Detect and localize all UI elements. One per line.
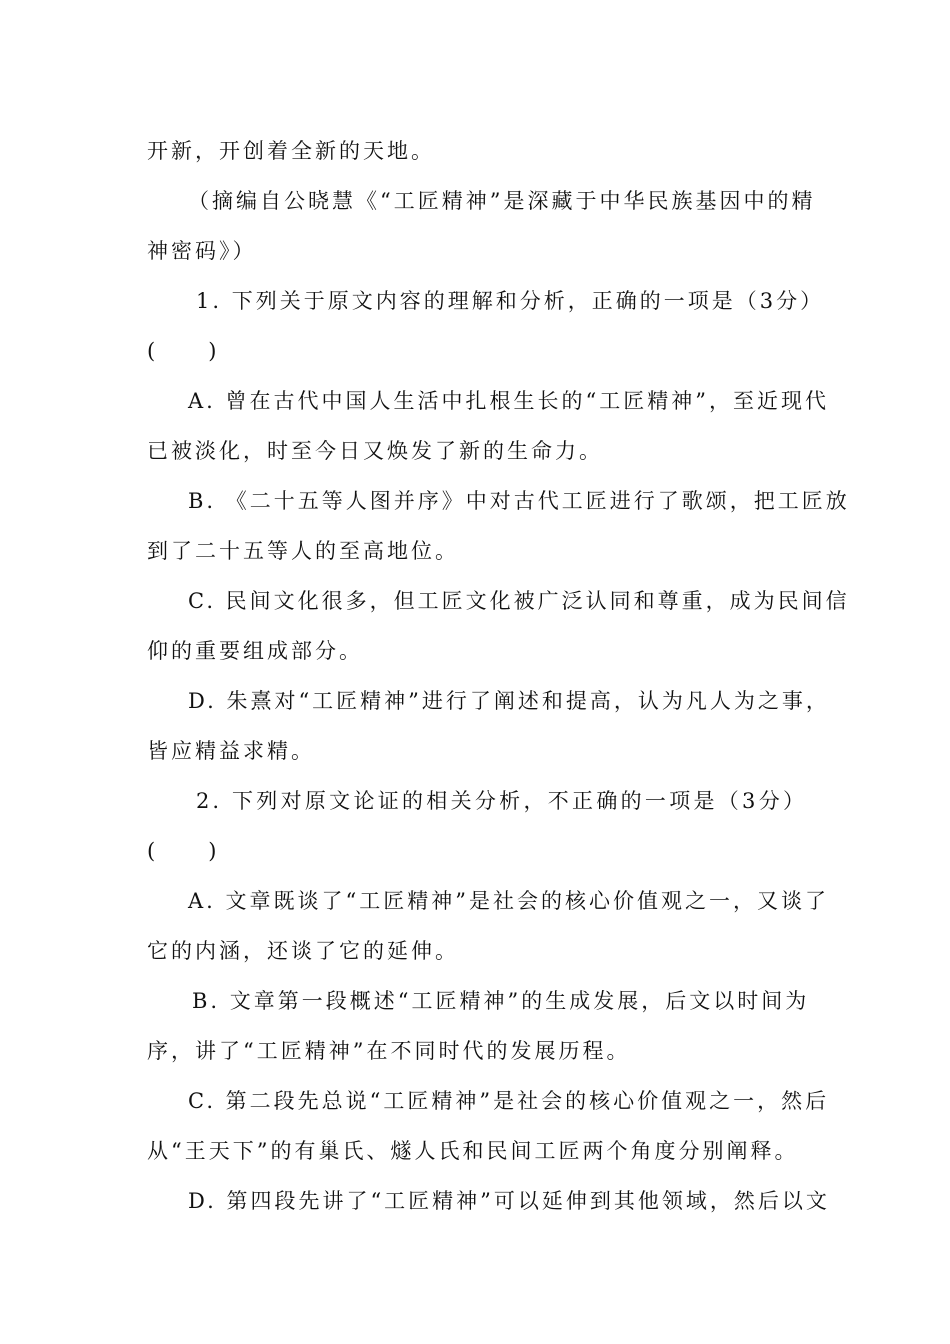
question-1-option-a-line-2: 已被淡化，时至今日又焕发了新的生命力。 [147,439,603,463]
source-citation-line-2: 神密码》） [147,239,257,263]
question-2-option-b-line-1: B. 文章第一段概述“工匠精神”的生成发展，后文以时间为 [192,989,810,1013]
blank-open-paren: ( [147,339,159,363]
question-1-option-b-line-2: 到了二十五等人的至高地位。 [147,539,459,563]
question-1-option-d-line-1: D. 朱熹对“工匠精神”进行了阐述和提高，认为凡人为之事， [188,689,830,713]
question-2-option-a-line-1: A. 文章既谈了“工匠精神”是社会的核心价值观之一，又谈了 [188,889,829,913]
question-2-answer-blank [147,837,807,865]
question-2-option-c-line-1: C. 第二段先总说“工匠精神”是社会的核心价值观之一，然后 [188,1089,830,1113]
question-2-stem: 2. 下列对原文论证的相关分析，不正确的一项是（3分） [196,789,807,813]
question-1-option-a-line-1: A. 曾在古代中国人生活中扎根生长的“工匠精神”，至近现代 [188,389,829,413]
question-2-option-c-line-2: 从“王天下”的有巢氏、燧人氏和民间工匠两个角度分别阐释。 [147,1139,799,1163]
question-2-option-a-line-2: 它的内涵，还谈了它的延伸。 [147,939,459,963]
question-1-option-b-line-1: B. 《二十五等人图并序》中对古代工匠进行了歌颂，把工匠放 [188,489,850,513]
question-1-answer-blank [147,337,807,365]
question-1-stem: 1. 下列关于原文内容的理解和分析，正确的一项是（3分） [196,289,825,313]
question-2-option-d-line-1: D. 第四段先讲了“工匠精神”可以延伸到其他领域，然后以文 [188,1189,830,1213]
question-1-option-d-line-2: 皆应精益求精。 [147,739,315,763]
blank-close-paren: ) [208,839,220,863]
question-2-option-b-line-2: 序，讲了“工匠精神”在不同时代的发展历程。 [147,1039,631,1063]
source-citation-line-1: （摘编自公晓慧《“工匠精神”是深藏于中华民族基因中的精 [188,189,816,213]
continuation-text: 开新，开创着全新的天地。 [147,139,435,163]
blank-close-paren: ) [208,339,220,363]
question-1-option-c-line-1: C. 民间文化很多，但工匠文化被广泛认同和尊重，成为民间信 [188,589,850,613]
blank-open-paren: ( [147,839,159,863]
question-1-option-c-line-2: 仰的重要组成部分。 [147,639,363,663]
